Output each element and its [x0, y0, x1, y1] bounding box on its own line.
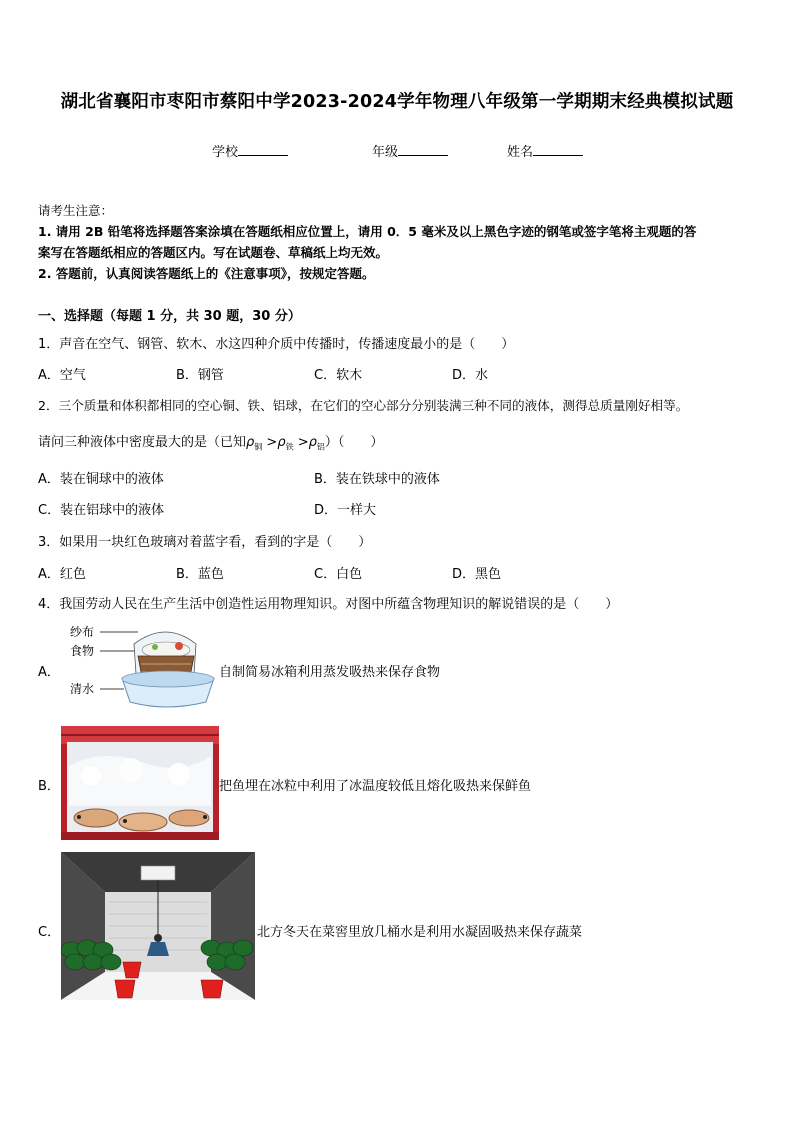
q1-option-b: B．钢管 [176, 368, 224, 383]
q4-stem: 4．我国劳动人民在生产生活中创造性运用物理知识。对图中所蕴含物理知识的解说错误的是（ ） [38, 597, 619, 612]
grade-field: 年级 [372, 141, 448, 160]
q4-option-a-text: 自制简易冰箱利用蒸发吸热来保存食物 [219, 665, 441, 680]
notes-item-1a: 1. 请用 2B 铅笔将选择题答案涂填在答题纸相应位置上，请用 0．5 毫米及以上黑色字迹的钢笔或签字笔将主观题的答 [38, 224, 697, 239]
fish-on-ice-photo [61, 726, 219, 840]
q3-stem: 3．如果用一块红色玻璃对着蓝字看，看到的字是（ ） [38, 535, 372, 550]
label-water: 清水 [70, 682, 95, 696]
notes-heading: 请考生注意： [38, 203, 114, 218]
q1-option-c: C．软木 [314, 368, 363, 383]
q3-option-d: D．黑色 [452, 567, 502, 582]
q2-stem: 2．三个质量和体积都相同的空心铜、铁、铝球，在它们的空心部分分别装满三种不同的液体，测得总质量刚好相等。 [38, 398, 689, 413]
q3-option-b: B．蓝色 [176, 567, 224, 582]
q3-option-a: A．红色 [38, 567, 86, 582]
basket-fridge-figure [66, 622, 220, 714]
notes-item-2: 2. 答题前，认真阅读答题纸上的《注意事项》，按规定答题。 [38, 266, 375, 281]
q1-stem: 1．声音在空气、钢管、软木、水这四种介质中传播时，传播速度最小的是（ ） [38, 337, 515, 352]
vegetable-cellar-figure [61, 852, 255, 1000]
q2-option-a: A．装在铜球中的液体 [38, 472, 164, 487]
q4-option-c-text: 北方冬天在菜窖里放几桶水是利用水凝固吸热来保存蔬菜 [257, 925, 583, 940]
notes-item-1b: 案写在答题纸相应的答题区内。写在试题卷、草稿纸上均无效。 [38, 245, 389, 260]
q1-option-d: D．水 [452, 368, 489, 383]
q4-option-b-label: B． [38, 779, 60, 794]
q3-option-c: C．白色 [314, 567, 363, 582]
label-gauze: 纱布 [70, 625, 95, 639]
q2-option-b: B．装在铁球中的液体 [314, 472, 440, 487]
q4-option-c-label: C． [38, 925, 61, 940]
q1-option-a: A．空气 [38, 368, 86, 383]
q2-option-d: D．一样大 [314, 503, 377, 518]
q4-option-a-label: A． [38, 665, 60, 680]
q2-option-c: C．装在铝球中的液体 [38, 503, 165, 518]
name-field: 姓名 [507, 141, 583, 160]
school-field: 学校 [212, 141, 288, 160]
q2-stem2: 请问三种液体中密度最大的是（已知$\rho_铜 >\rho_铁 >\rho_铝$）（ ） [38, 435, 384, 452]
label-food: 食物 [70, 644, 95, 658]
q4-option-b-text: 把鱼埋在冰粒中利用了冰温度较低且熔化吸热来保鲜鱼 [219, 779, 532, 794]
page-title: 湖北省襄阳市枣阳市蔡阳中学2023-2024学年物理八年级第一学期期末经典模拟试题 [60, 92, 734, 112]
section-heading: 一、选择题（每题 1 分，共 30 题，30 分） [38, 309, 301, 324]
